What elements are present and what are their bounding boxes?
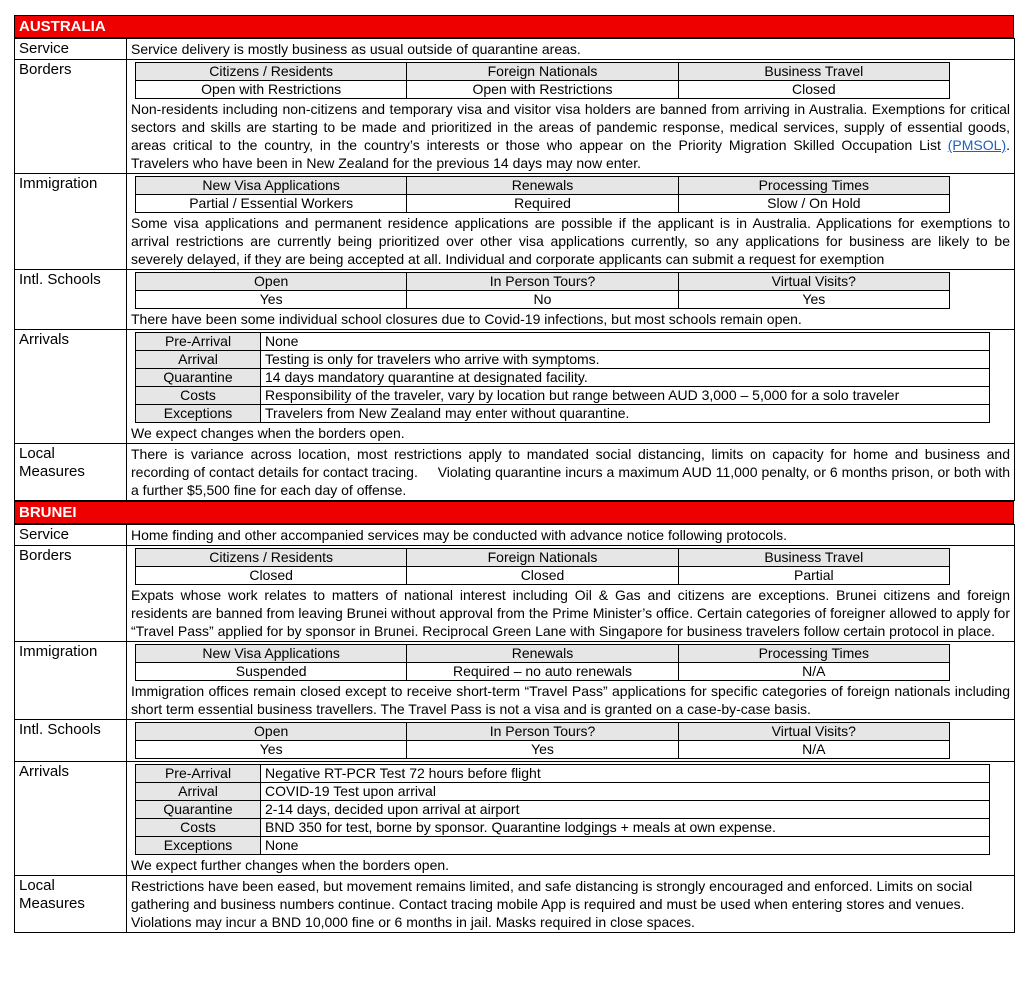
status-header: Foreign Nationals [407, 63, 678, 81]
row-schools [15, 720, 1015, 762]
arrival-value: Testing is only for travelers who arrive with symptoms. [261, 351, 990, 369]
row-service [15, 525, 1015, 546]
row-label: Arrivals [15, 762, 127, 876]
borders-text: Expats whose work relates to matters of national interest including Oil & Gas and citizens are exceptions. Brunei citizens and foreign residents are banned from leaving Brunei without approval from the Prime Minister’s office. Certain categories of foreigner allowed to apply for “Travel Pass” applied for by sponsor in Brunei. Reciprocal Green Lane with Singapore for business travelers follow certain protocol in place. [131, 587, 1010, 639]
borders-content [127, 546, 1015, 642]
arrival-value: None [261, 837, 990, 855]
arrivals-content [127, 762, 1015, 876]
label-line: Measures [19, 895, 85, 912]
schools-content [127, 720, 1015, 762]
arrival-value: 14 days mandatory quarantine at designated facility. [261, 369, 990, 387]
arrivals-table [135, 764, 990, 855]
status-value: No [407, 291, 678, 309]
service-text: Home finding and other accompanied services may be conducted with advance notice following protocols. [127, 525, 1015, 546]
row-label: Immigration [15, 174, 127, 270]
schools-text: There have been some individual school closures due to Covid-19 infections, but most schools remain open. [131, 311, 802, 327]
arrival-key: Exceptions [136, 405, 261, 423]
arrival-key: Costs [136, 819, 261, 837]
row-borders [15, 546, 1015, 642]
row-label: Borders [15, 60, 127, 174]
immigration-content [127, 174, 1015, 270]
arrival-key: Arrival [136, 783, 261, 801]
arrival-key: Pre-Arrival [136, 333, 261, 351]
row-label [15, 876, 127, 933]
status-value: Required – no auto renewals [407, 663, 678, 681]
row-service [15, 39, 1015, 60]
status-value: Slow / On Hold [678, 195, 949, 213]
borders-status-table [135, 62, 950, 99]
local-measures-text: There is variance across location, most restrictions apply to mandated social distancing, limits on capacity for home and business and recording of contact details for contact tracing. Violating quarantine incurs a maximum AUD 11,000 penalty, or 6 months prison, or both with a further $5,500 fine for each day of offense. [127, 444, 1015, 501]
immigration-status-table [135, 644, 950, 681]
status-value: Open with Restrictions [407, 81, 678, 99]
status-header: Business Travel [678, 63, 949, 81]
country-report [14, 15, 1014, 933]
row-borders [15, 60, 1015, 174]
arrival-value: Negative RT-PCR Test 72 hours before flight [261, 765, 990, 783]
pmsol-link[interactable]: (PMSOL) [947, 137, 1007, 153]
status-header: Citizens / Residents [136, 549, 407, 567]
immigration-content [127, 642, 1015, 720]
arrival-key: Arrival [136, 351, 261, 369]
immigration-status-table [135, 176, 950, 213]
status-value: N/A [678, 741, 949, 759]
status-value: Partial / Essential Workers [136, 195, 407, 213]
row-label: Service [15, 525, 127, 546]
row-label: Service [15, 39, 127, 60]
status-value: Closed [136, 567, 407, 585]
arrival-key: Costs [136, 387, 261, 405]
status-header: Citizens / Residents [136, 63, 407, 81]
status-value: Closed [407, 567, 678, 585]
status-header: Processing Times [678, 645, 949, 663]
australia-table [14, 38, 1015, 501]
row-immigration [15, 174, 1015, 270]
borders-text-before: Non-residents including non-citizens and temporary visa and visitor visa holders are banned from arriving in Australia. Exemptions for critical sectors and skills are starting to be made and prioritized in the areas of pandemic response, medical services, supply of essential goods, areas critical to the country, in the country’s interests or those who appear on the Priority Migration Skilled Occupation List [131, 101, 1010, 153]
service-text: Service delivery is mostly business as usual outside of quarantine areas. [127, 39, 1015, 60]
borders-status-table [135, 548, 950, 585]
row-label [15, 444, 127, 501]
arrival-value: None [261, 333, 990, 351]
status-value: Closed [678, 81, 949, 99]
row-label: Borders [15, 546, 127, 642]
status-value: Yes [407, 741, 678, 759]
status-value: Suspended [136, 663, 407, 681]
row-immigration [15, 642, 1015, 720]
row-schools [15, 270, 1015, 330]
row-label: Intl. Schools [15, 270, 127, 330]
status-value: Open with Restrictions [136, 81, 407, 99]
status-value: Required [407, 195, 678, 213]
status-header: Business Travel [678, 549, 949, 567]
row-label: Arrivals [15, 330, 127, 444]
arrival-value: Travelers from New Zealand may enter without quarantine. [261, 405, 990, 423]
status-header: New Visa Applications [136, 177, 407, 195]
arrivals-note: We expect further changes when the borders open. [131, 857, 450, 873]
status-header: Open [136, 723, 407, 741]
status-header: Virtual Visits? [678, 273, 949, 291]
arrival-value: Responsibility of the traveler, vary by location but range between AUD 3,000 – 5,000 for a solo traveler [261, 387, 990, 405]
arrival-key: Pre-Arrival [136, 765, 261, 783]
borders-text-after: . Travelers who have been in New Zealand for the previous 14 days may now enter. [131, 137, 1010, 171]
status-header: Renewals [407, 177, 678, 195]
borders-text [131, 100, 1010, 172]
status-value: N/A [678, 663, 949, 681]
brunei-table [14, 524, 1015, 933]
status-value: Yes [678, 291, 949, 309]
arrivals-content [127, 330, 1015, 444]
arrival-value: 2-14 days, decided upon arrival at airport [261, 801, 990, 819]
label-line: Local [19, 445, 55, 462]
status-header: In Person Tours? [407, 723, 678, 741]
status-value: Yes [136, 291, 407, 309]
country-header-brunei: BRUNEI [14, 501, 1014, 524]
status-value: Partial [678, 567, 949, 585]
row-label: Intl. Schools [15, 720, 127, 762]
arrival-key: Quarantine [136, 369, 261, 387]
schools-status-table [135, 272, 950, 309]
status-header: Foreign Nationals [407, 549, 678, 567]
arrival-key: Exceptions [136, 837, 261, 855]
status-header: Processing Times [678, 177, 949, 195]
borders-content [127, 60, 1015, 174]
schools-content [127, 270, 1015, 330]
row-arrivals [15, 330, 1015, 444]
row-local-measures [15, 444, 1015, 501]
row-arrivals [15, 762, 1015, 876]
status-header: In Person Tours? [407, 273, 678, 291]
status-header: Open [136, 273, 407, 291]
row-local-measures [15, 876, 1015, 933]
arrival-value: COVID-19 Test upon arrival [261, 783, 990, 801]
arrival-key: Quarantine [136, 801, 261, 819]
status-header: Virtual Visits? [678, 723, 949, 741]
arrivals-table [135, 332, 990, 423]
label-line: Measures [19, 463, 85, 480]
status-value: Yes [136, 741, 407, 759]
label-line: Local [19, 877, 55, 894]
arrival-value: BND 350 for test, borne by sponsor. Quarantine lodgings + meals at own expense. [261, 819, 990, 837]
arrivals-note: We expect changes when the borders open. [131, 425, 405, 441]
schools-status-table [135, 722, 950, 759]
status-header: New Visa Applications [136, 645, 407, 663]
status-header: Renewals [407, 645, 678, 663]
immigration-text: Some visa applications and permanent residence applications are possible if the applicant is in Australia. Applications for exemptions to arrival restrictions are currently being prioritized over other visa applications currently, so any applications for business are likely to be severely delayed, if they are being accepted at all. Individual and corporate applicants can submit a request for exemption [131, 215, 1010, 267]
local-measures-text: Restrictions have been eased, but movement remains limited, and safe distancing is strongly encouraged and enforced. Limits on social gathering and business numbers continue. Contact tracing mobile App is required and must be used when entering stores and venues. Violations may incur a BND 10,000 fine or 6 months in jail. Masks required in close spaces. [127, 876, 1015, 933]
immigration-text: Immigration offices remain closed except to receive short-term “Travel Pass” applications for specific categories of foreign nationals including short term essential business travellers. The Travel Pass is not a visa and is granted on a case-by-case basis. [131, 683, 1010, 717]
country-header-australia: AUSTRALIA [14, 15, 1014, 38]
row-label: Immigration [15, 642, 127, 720]
